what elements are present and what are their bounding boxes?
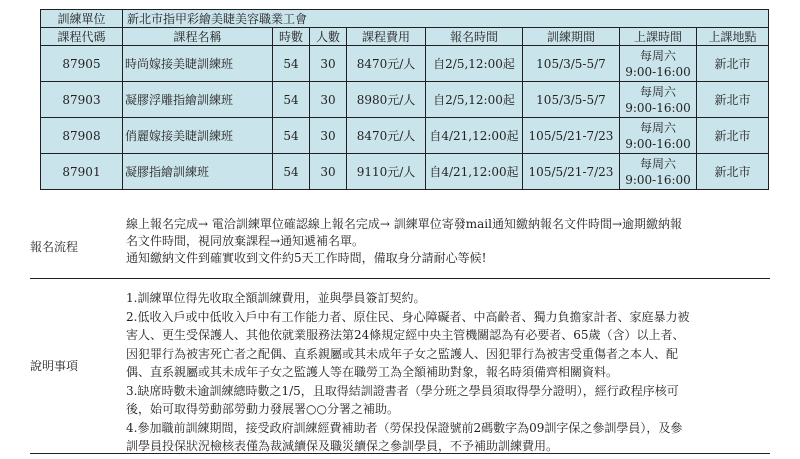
bottom-divider [30,453,770,454]
course-hours: 54 [273,82,310,118]
course-people: 30 [310,118,347,154]
notes-line: 害人、更生受保護人、其他依就業服務法第24條規定經中央主管機關認為有必要者、65歲（含）以上者、 [126,328,685,342]
notes-line: 3.缺席時數未逾訓練總時數之1/5，且取得結訓證書者（學分班之學員須取得學分證明），經行政程序核可 [126,383,679,398]
header-people: 人數 [310,28,347,46]
process-line: 通知繳納文件到確實收到文件約5天工作時間，備取身分請耐心等候! [126,251,487,265]
course-fee: 8470元/人 [347,46,426,82]
course-name: 俏麗嫁接美睫訓練班 [123,118,273,154]
course-fee: 8980元/人 [347,82,426,118]
header-time: 上課時間 [620,28,697,46]
header-signup: 報名時間 [426,28,523,46]
course-location: 新北市 [697,154,769,190]
notes-line: 1.訓練單位得先收取全額訓練費用，並與學員簽訂契約。 [126,291,426,305]
course-location: 新北市 [697,118,769,154]
notes-line: 偶、直系親屬或其未成年子女之監護人等在職勞工為全額補助對象，報名時須備齊相關資料。 [126,365,619,379]
course-time-hours: 9:00-16:00 [625,172,691,187]
header-period: 訓練期間 [523,28,620,46]
process-label: 報名流程 [30,240,79,254]
course-time [620,154,697,190]
course-code: 87903 [41,82,123,118]
table-row [41,82,769,118]
course-fee: 8470元/人 [347,118,426,154]
course-code: 87901 [41,154,123,190]
course-people: 30 [310,82,347,118]
header-location: 上課地點 [697,28,769,46]
course-period: 105/3/5-5/7 [523,46,620,82]
course-time-day: 每周六 [639,48,676,63]
registration-process-section [30,216,770,272]
course-time-day: 每周六 [639,84,676,99]
course-hours: 54 [273,46,310,82]
course-time [620,118,697,154]
table-row [41,46,769,82]
course-time-hours: 9:00-16:00 [625,64,691,79]
process-line: 名文件時間，視同放棄課程→通知遞補名單。 [126,234,365,248]
course-time-day: 每周六 [639,120,676,135]
course-name: 凝膠浮雕指繪訓練班 [123,82,273,118]
course-signup: 自4/21,12:00起 [426,118,523,154]
header-hours: 時數 [273,28,310,46]
header-fee: 課程費用 [347,28,426,46]
header-name: 課程名稱 [123,28,273,46]
notes-line: 2.低收入戶或中低收入戶中有工作能力者、原住民、身心障礙者、中高齡者、獨力負擔家計者、家庭暴力被 [126,309,690,324]
course-people: 30 [310,46,347,82]
notes-line: 4.參加職前訓練期間，接受政府訓練經費補助者（勞保投保證號前2碼數字為09訓字保之參訓學員），及參 [126,420,683,435]
course-time-hours: 9:00-16:00 [625,100,691,115]
notes-text [126,289,770,456]
course-name: 時尚嫁接美睫訓練班 [123,46,273,82]
course-time-hours: 9:00-16:00 [625,136,691,151]
unit-label: 訓練單位 [41,10,123,28]
section-divider [30,278,770,279]
course-time [620,82,697,118]
course-people: 30 [310,154,347,190]
notes-line: 訓學員投保狀況檢核表僅為裁減續保及職災續保之參訓學員，不予補助訓練費用。 [126,439,559,453]
course-name: 凝膠指繪訓練班 [123,154,273,190]
notes-label: 說明事項 [30,359,79,373]
table-row [41,118,769,154]
course-location: 新北市 [697,82,769,118]
course-code: 87908 [41,118,123,154]
table-row [41,154,769,190]
course-period: 105/5/21-7/23 [523,154,620,190]
course-period: 105/3/5-5/7 [523,82,620,118]
course-hours: 54 [273,154,310,190]
course-period: 105/5/21-7/23 [523,118,620,154]
process-line: 線上報名完成→ 電洽訓練單位確認線上報名完成→ 訓練單位寄發mail通知繳納報名文件時間→逾期繳納報 [126,217,683,231]
unit-row [41,10,769,28]
course-signup: 自4/21,12:00起 [426,154,523,190]
unit-value: 新北市指甲彩繪美睫美容職業工會 [123,10,769,28]
course-fee: 9110元/人 [347,154,426,190]
notes-section [30,289,770,451]
notes-line: 後，始可取得勞動部勞動力發展署○○分署之補助。 [126,402,399,416]
notes-line: 因犯罪行為被害死亡者之配偶、直系親屬或其未成年子女之監護人、因犯罪行為被害受重傷者之本人、配 [126,346,679,361]
header-row [41,28,769,46]
course-location: 新北市 [697,46,769,82]
course-table [40,9,769,190]
course-code: 87905 [41,46,123,82]
course-hours: 54 [273,118,310,154]
header-code: 課程代碼 [41,28,123,46]
process-text [126,216,770,267]
course-signup: 自2/5,12:00起 [426,82,523,118]
course-time [620,46,697,82]
course-signup: 自2/5,12:00起 [426,46,523,82]
course-time-day: 每周六 [639,156,676,171]
